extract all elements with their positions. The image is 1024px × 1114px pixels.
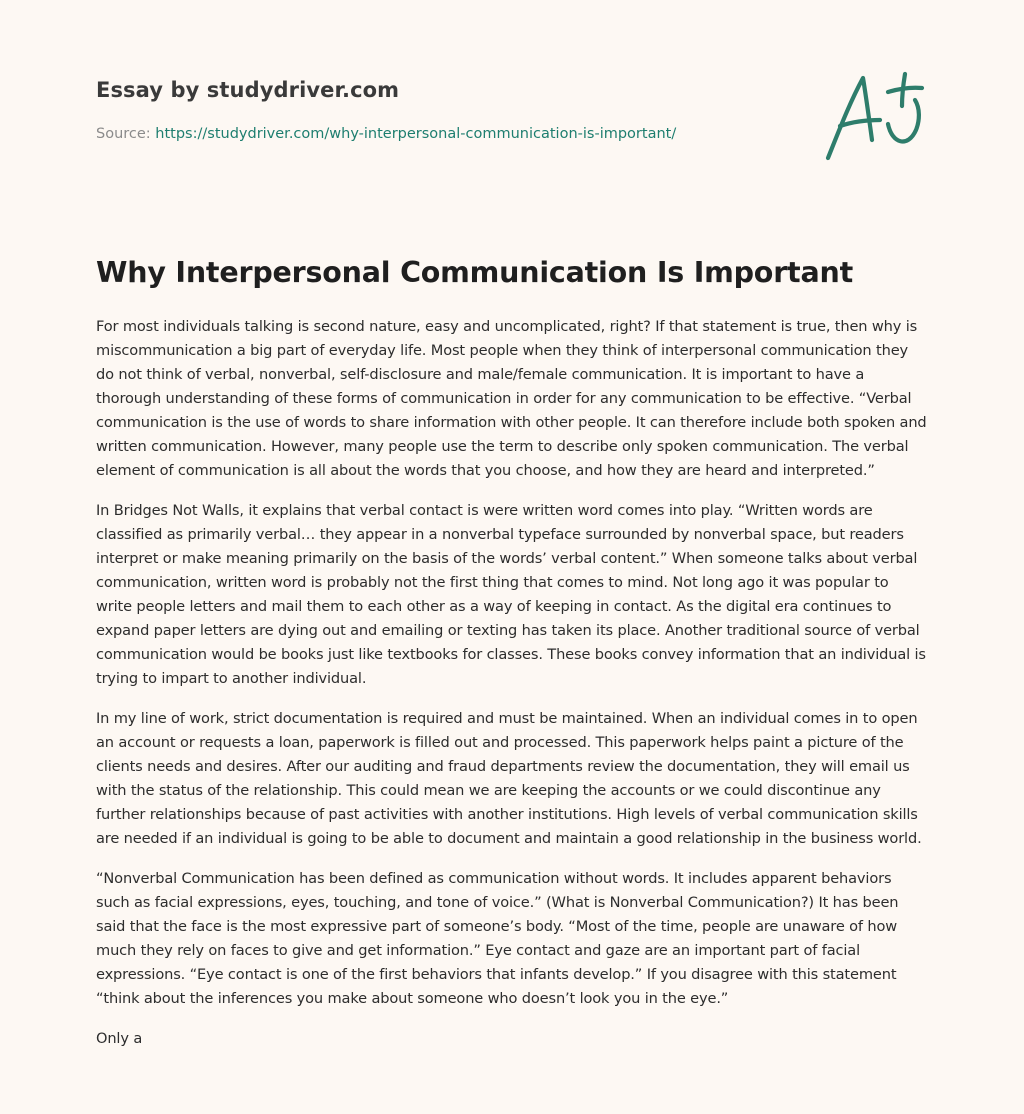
essay-title: Why Interpersonal Communication Is Important [96,256,854,289]
source-link[interactable]: https://studydriver.com/why-interpersonal-communication-is-important/ [155,126,677,142]
essay-body [96,315,928,1067]
source-label: Source: [96,126,156,142]
essay-paragraph: For most individuals talking is second nature, easy and uncomplicated, right? If that statement is true, then why is miscommunication a big part of everyday life. Most people when they think of interpersonal communication they do not think of verbal, nonverbal, self-disclosure and male/female communication. It is important to have a thorough understanding of these forms of communication in order for any communication to be effective. “Verbal communication is the use of words to share information with other people. It can therefore include both spoken and written communication. However, many people use the term to describe only spoken communication. The verbal element of communication is all about the words that you choose, and how they are heard and interpreted.” [96,318,927,479]
essay-paragraph: In my line of work, strict documentation is required and must be maintained. When an individual comes in to open an account or requests a loan, paperwork is filled out and processed. This paperwork helps paint a picture of the clients needs and desires. After our auditing and fraud departments review the documentation, they will email us with the status of the relationship. This could mean we are keeping the accounts or we could discontinue any further relationships because of past activities with another institutions. High levels of verbal communication skills are needed if an individual is going to be able to document and maintain a good relationship in the business world. [96,710,922,847]
essay-paragraph-truncated: Only a [96,1030,143,1047]
essay-header [96,76,796,144]
brand-title: Essay by studydriver.com [96,78,400,102]
essay-paragraph: In Bridges Not Walls, it explains that verbal contact is were written word comes into play. “Written words are classified as primarily verbal… they appear in a nonverbal typeface surrounded by nonverbal space, but readers interpret or make meaning primarily on the basis of the words’ verbal content.” When someone talks about verbal communication, written word is probably not the first thing that comes to mind. Not long ago it was popular to write people letters and mail them to each other as a way of keeping in contact. As the digital era continues to expand paper letters are dying out and emailing or texting has taken its place. Another traditional source of verbal communication would be books just like textbooks for classes. These books convey information that an individual is trying to impart to another individual. [96,502,926,687]
essay-paragraph: “Nonverbal Communication has been defined as communication without words. It includes apparent behaviors such as facial expressions, eyes, touching, and tone of voice.” (What is Nonverbal Communication?) It has been said that the face is the most expressive part of someone’s body. “Most of the time, people are unaware of how much they rely on faces to give and get information.” Eye contact and gaze are an important part of facial expressions. “Eye contact is one of the first behaviors that infants develop.” If you disagree with this statement “think about the inferences you make about someone who doesn’t look you in the eye.” [96,870,899,1007]
a-plus-grade-icon [818,66,930,168]
source-line [96,124,796,144]
